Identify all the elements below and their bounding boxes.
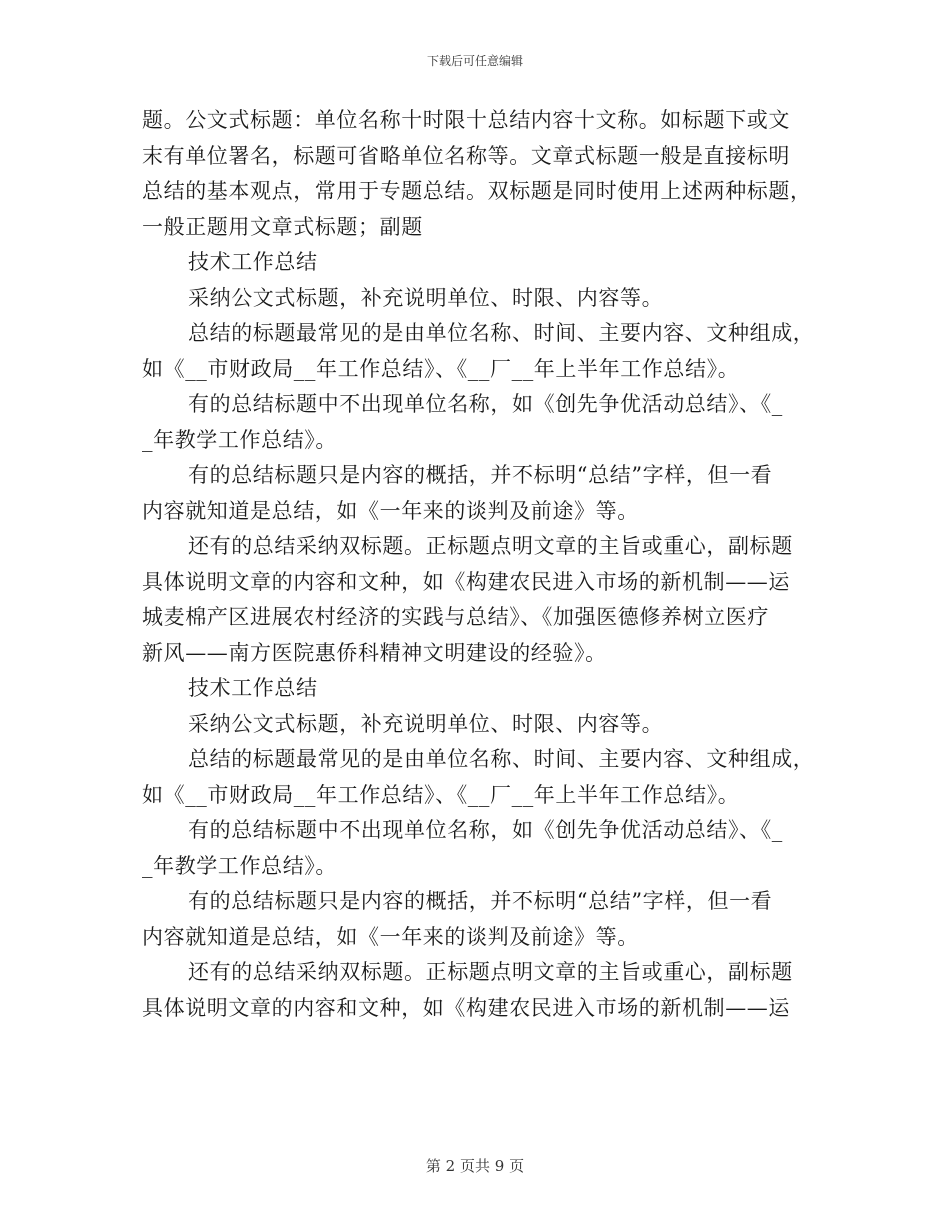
text-line: 采纳公文式标题，补充说明单位、时限、内容等。 — [188, 711, 664, 736]
text-line: 技术工作总结 — [188, 676, 318, 700]
text-line: 有的总结标题中不出现单位名称，如《创先争优活动总结》、《_ — [188, 392, 783, 416]
text-line: 有的总结标题只是内容的概括，并不标明“总结”字样，但一看 — [188, 889, 773, 913]
text-line: 有的总结标题中不出现单位名称，如《创先争优活动总结》、《_ — [188, 818, 783, 842]
text-line: 如《__市财政局__年工作总结》、《__厂__年上半年工作总结》。 — [142, 356, 740, 381]
text-line: 还有的总结采纳双标题。正标题点明文章的主旨或重心，副标题 — [188, 534, 793, 558]
text-line: 末有单位署名，标题可省略单位名称等。文章式标题一般是直接标明 — [142, 143, 790, 168]
text-line: 新风——南方医院惠侨科精神文明建设的经验》。 — [142, 640, 607, 665]
text-line: _年教学工作总结》。 — [142, 427, 337, 452]
text-line: 如《__市财政局__年工作总结》、《__厂__年上半年工作总结》。 — [142, 782, 740, 807]
page-footer: 第 2 页共 9 页 — [425, 1157, 525, 1175]
text-line: 采纳公文式标题，补充说明单位、时限、内容等。 — [188, 285, 664, 310]
text-line: 有的总结标题只是内容的概括，并不标明“总结”字样，但一看 — [188, 463, 773, 487]
text-line: 具体说明文章的内容和文种，如《构建农民进入市场的新机制——运 — [142, 569, 790, 594]
text-line: 具体说明文章的内容和文种，如《构建农民进入市场的新机制——运 — [142, 995, 790, 1020]
text-line: 内容就知道是总结，如《一年来的谈判及前途》等。 — [142, 498, 639, 523]
text-line: 内容就知道是总结，如《一年来的谈判及前途》等。 — [142, 924, 639, 949]
text-line: 城麦棉产区进展农村经济的实践与总结》、《加强医德修养树立医疗 — [142, 605, 769, 629]
text-line: 一般正题用文章式标题；副题 — [142, 214, 423, 239]
text-line: 题。公文式标题：单位名称十时限十总结内容十文称。如标题下或文 — [142, 108, 790, 132]
text-line: 总结的基本观点，常用于专题总结。双标题是同时使用上述两种标题， — [142, 179, 812, 203]
text-line: 总结的标题最常见的是由单位名称、时间、主要内容、文种组成， — [188, 321, 815, 345]
text-line: 总结的标题最常见的是由单位名称、时间、主要内容、文种组成， — [188, 747, 815, 771]
text-line: _年教学工作总结》。 — [142, 853, 337, 878]
text-line: 技术工作总结 — [188, 250, 318, 274]
text-line: 还有的总结采纳双标题。正标题点明文章的主旨或重心，副标题 — [188, 960, 793, 984]
page-header: 下载后可任意编辑 — [426, 54, 523, 68]
document-body — [142, 103, 815, 1026]
